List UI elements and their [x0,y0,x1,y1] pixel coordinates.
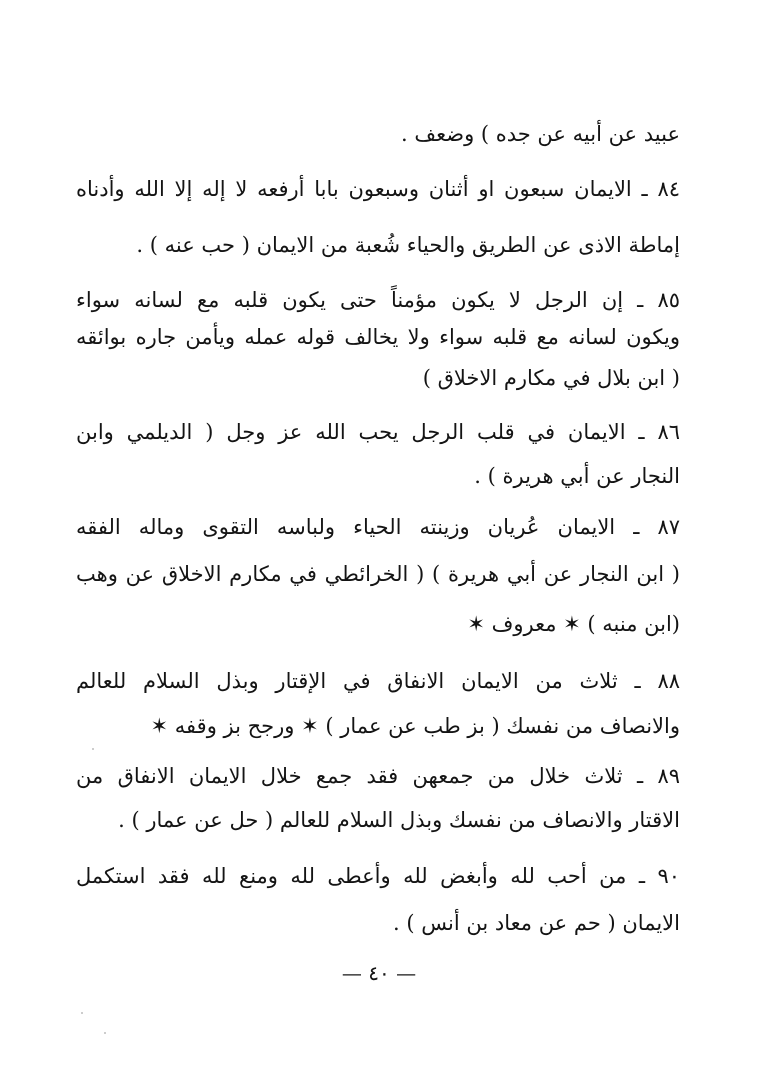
text-line: الايمان ( حم عن معاد بن أنس ) . [393,911,680,935]
text-line: ( ابن النجار عن أبي هريرة ) ( الخرائطي في مكارم الاخلاق عن وهب [76,562,680,586]
text-line: والانصاف من نفسك ( بز طب عن عمار ) ✶ ورجح بز وقفه ✶ [150,714,680,738]
text-line: ويكون لسانه مع قلبه سواء ولا يخالف قوله عمله ويأمن جاره بوائقه [76,325,680,349]
text-line: ٨٦ ـ الايمان في قلب الرجل يحب الله عز وجل ( الديلمي وابن [76,420,680,444]
text-line: ٨٨ ـ ثلاث من الايمان الانفاق في الإقتار وبذل السلام للعالم [76,669,680,693]
text-line: ٨٧ ـ الايمان عُريان وزينته الحياء ولباسه التقوى وماله الفقه [76,515,680,539]
scan-speck [92,748,94,750]
text-line: ٨٥ ـ إن الرجل لا يكون مؤمناً حتى يكون قلبه مع لسانه سواء [76,288,680,312]
text-line: (ابن منبه ) ✶ معروف ✶ [467,612,680,636]
text-line: إماطة الاذى عن الطريق والحياء شُعبة من الايمان ( حب عنه ) . [136,233,680,257]
scan-speck [104,1032,106,1034]
text-line: ( ابن بلال في مكارم الاخلاق ) [422,366,680,390]
text-line: عبيد عن أبيه عن جده ) وضعف . [401,122,680,146]
scan-speck [81,1012,83,1014]
page-number: — ٤٠ — [341,961,417,985]
text-line: النجار عن أبي هريرة ) . [474,464,680,488]
text-line: ٨٩ ـ ثلاث خلال من جمعهن فقد جمع خلال الايمان الانفاق من [76,764,680,788]
text-line: ٩٠ ـ من أحب لله وأبغض لله وأعطى لله ومنع لله فقد استكمل [76,864,680,888]
text-line: الاقتار والانصاف من نفسك وبذل السلام للعالم ( حل عن عمار ) . [118,808,680,832]
text-line: ٨٤ ـ الايمان سبعون او أثنان وسبعون بابا أرفعه لا إله إلا الله وأدناه [76,177,680,201]
